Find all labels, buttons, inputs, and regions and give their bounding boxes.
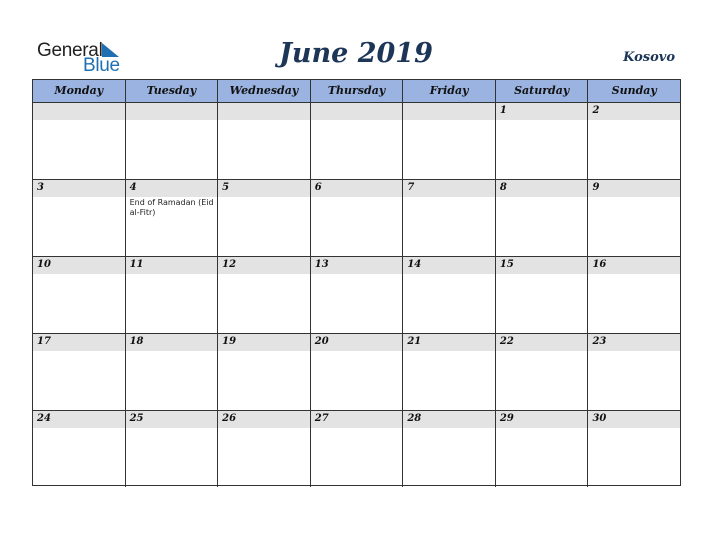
weekday-header: Tuesday [126, 80, 219, 102]
day-number: 16 [592, 259, 607, 270]
day-cell [588, 334, 680, 410]
day-cell [403, 411, 496, 487]
day-number: 22 [499, 336, 514, 347]
day-number: 4 [129, 182, 137, 193]
day-cell [496, 103, 589, 179]
day-number: 20 [314, 336, 329, 347]
day-number: 18 [129, 336, 144, 347]
day-number: 24 [37, 413, 51, 424]
day-cell [33, 334, 126, 410]
day-number: 17 [37, 336, 51, 347]
day-number: 29 [499, 413, 514, 424]
day-cell [588, 411, 680, 487]
day-cell [33, 411, 126, 487]
calendar-grid [32, 79, 681, 486]
week-row [33, 257, 680, 334]
weekday-header: Thursday [311, 80, 404, 102]
day-cell [588, 103, 680, 179]
day-cell [403, 334, 496, 410]
day-cell [311, 103, 404, 179]
logo-text-blue: Blue [83, 55, 120, 76]
day-number: 10 [37, 259, 51, 270]
day-cell [218, 411, 311, 487]
holiday-event: End of Ramadan (Eid al-Fitr) [129, 198, 214, 217]
day-cell [588, 257, 680, 333]
day-cell [403, 257, 496, 333]
weekday-header: Saturday [496, 80, 589, 102]
day-number: 26 [222, 413, 237, 424]
weekday-header-row [33, 80, 680, 103]
day-number: 3 [37, 182, 44, 193]
day-cell [126, 103, 219, 179]
day-number: 21 [407, 336, 422, 347]
day-cell [218, 180, 311, 256]
day-cell [311, 411, 404, 487]
day-cell [403, 180, 496, 256]
page-title: June 2019 [279, 38, 433, 69]
day-number: 25 [129, 413, 144, 424]
day-number: 19 [222, 336, 237, 347]
day-number: 5 [222, 182, 230, 193]
day-number: 11 [129, 259, 144, 270]
day-cell [311, 257, 404, 333]
day-cell [496, 411, 589, 487]
day-cell [496, 257, 589, 333]
day-number: 23 [592, 336, 607, 347]
day-cell [588, 180, 680, 256]
week-row [33, 411, 680, 487]
day-number: 30 [592, 413, 607, 424]
day-number: 1 [499, 105, 507, 116]
logo-text-general: General [37, 40, 103, 61]
week-row [33, 103, 680, 180]
day-number: 14 [407, 259, 422, 270]
day-number: 7 [407, 182, 415, 193]
day-number: 2 [592, 105, 600, 116]
day-cell [496, 180, 589, 256]
day-cell [33, 257, 126, 333]
day-cell [126, 180, 219, 256]
day-cell [33, 180, 126, 256]
day-cell [403, 103, 496, 179]
day-cell [218, 103, 311, 179]
day-cell [311, 334, 404, 410]
day-cell [496, 334, 589, 410]
day-cell [126, 257, 219, 333]
day-number: 9 [592, 182, 600, 193]
day-number: 12 [222, 259, 237, 270]
day-cell [218, 334, 311, 410]
day-cell [126, 334, 219, 410]
day-cell [126, 411, 219, 487]
country-label: Kosovo [623, 50, 675, 65]
week-row [33, 180, 680, 257]
weekday-header: Wednesday [218, 80, 311, 102]
day-number: 15 [499, 259, 514, 270]
weekday-header: Friday [403, 80, 496, 102]
day-number: 8 [499, 182, 507, 193]
week-row [33, 334, 680, 411]
day-number: 13 [314, 259, 329, 270]
weekday-header: Sunday [611, 84, 657, 97]
day-cell [33, 103, 126, 179]
day-number: 6 [314, 182, 322, 193]
day-number: 28 [407, 413, 422, 424]
day-cell [311, 180, 404, 256]
day-cell [218, 257, 311, 333]
weekday-header: Monday [33, 80, 126, 102]
day-number: 27 [314, 413, 329, 424]
